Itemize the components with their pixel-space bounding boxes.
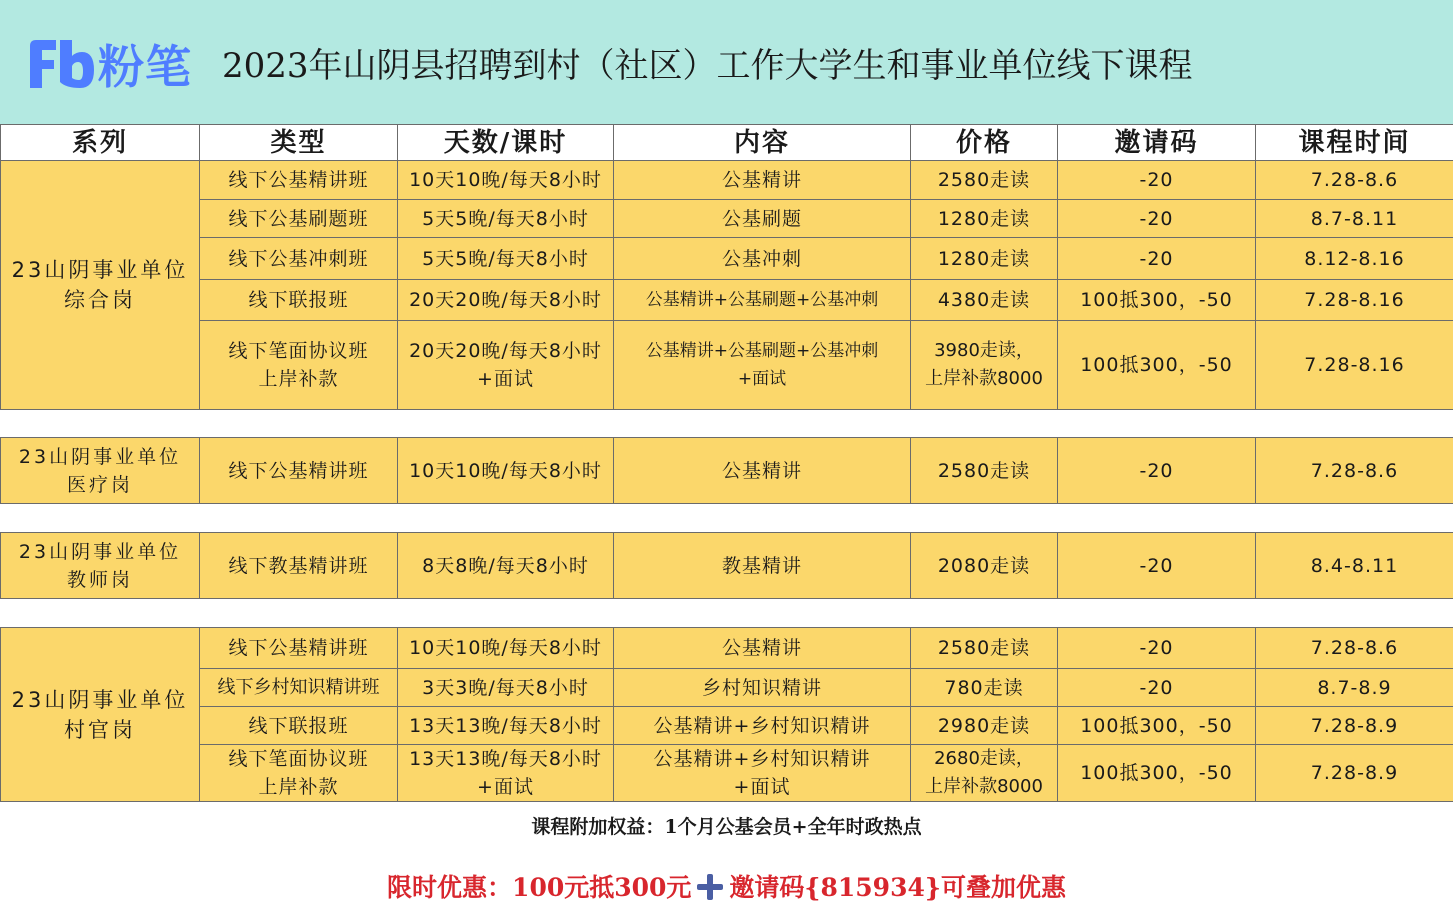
content-cell: 公基刷题 [614,200,911,238]
type-cell: 线下联报班 [200,280,398,321]
col-days: 天数/课时 [398,125,614,162]
code-cell: -20 [1058,628,1256,669]
col-content: 内容 [614,125,911,162]
table-row [1,745,1453,802]
code-cell: -20 [1058,438,1256,504]
price-cell: 2580走读 [911,438,1058,504]
content-cell: 公基精讲 [614,161,911,200]
table-row [1,161,1453,200]
code-cell: -20 [1058,533,1256,599]
page-title: 2023年山阴县招聘到村（社区）工作大学生和事业单位线下课程 [222,46,1193,86]
page-header [0,0,1453,124]
table-row [1,533,1453,599]
column-header-table [0,124,1453,162]
group-table [0,532,1453,599]
col-time: 课程时间 [1256,125,1453,162]
price-cell: 2580走读 [911,161,1058,200]
time-cell: 7.28-8.9 [1256,745,1453,802]
price-cell: 780走读 [911,669,1058,707]
content-cell: 公基精讲 [614,628,911,669]
table-row [1,669,1453,707]
code-cell: -20 [1058,669,1256,707]
fb-logo-icon [26,38,96,90]
benefits-note: 课程附加权益：1个月公基会员+全年时政热点 [531,816,922,838]
time-cell: 7.28-8.6 [1256,628,1453,669]
col-code: 邀请码 [1058,125,1256,162]
code-cell: -20 [1058,238,1256,280]
content-cell: 公基精讲+乡村知识精讲 +面试 [614,745,911,802]
code-cell: 100抵300，-50 [1058,707,1256,745]
group-table [0,160,1453,410]
column-header-row [1,125,1453,162]
type-cell: 线下公基精讲班 [200,438,398,504]
time-cell: 8.7-8.11 [1256,200,1453,238]
time-cell: 7.28-8.9 [1256,707,1453,745]
table-row [1,628,1453,669]
table-row [1,200,1453,238]
promo-discount-text: 限时优惠：100元抵300元 [387,873,692,902]
series-cell: 23山阴事业单位 综合岗 [1,161,200,410]
group-table [0,627,1453,802]
days-cell: 8天8晚/每天8小时 [398,533,614,599]
content-cell: 教基精讲 [614,533,911,599]
price-cell: 2580走读 [911,628,1058,669]
time-cell: 8.12-8.16 [1256,238,1453,280]
code-cell: 100抵300，-50 [1058,321,1256,410]
code-cell: -20 [1058,161,1256,200]
content-cell: 公基精讲 [614,438,911,504]
days-cell: 10天10晚/每天8小时 [398,161,614,200]
code-cell: -20 [1058,200,1256,238]
table-row [1,321,1453,410]
logo-text: 粉笔 [98,40,192,94]
plus-icon [697,874,723,900]
price-cell: 1280走读 [911,200,1058,238]
type-cell: 线下笔面协议班 上岸补款 [200,321,398,410]
days-cell: 13天13晚/每天8小时 [398,707,614,745]
type-cell: 线下公基精讲班 [200,628,398,669]
code-cell: 100抵300，-50 [1058,745,1256,802]
table-row [1,438,1453,504]
time-cell: 7.28-8.6 [1256,161,1453,200]
days-cell: 20天20晚/每天8小时 +面试 [398,321,614,410]
content-cell: 公基精讲+乡村知识精讲 [614,707,911,745]
days-cell: 20天20晚/每天8小时 [398,280,614,321]
col-price: 价格 [911,125,1058,162]
type-cell: 线下教基精讲班 [200,533,398,599]
fenbi-logo [26,36,192,92]
series-cell: 23山阴事业单位 教师岗 [1,533,200,599]
col-type: 类型 [200,125,398,162]
days-cell: 10天10晚/每天8小时 [398,628,614,669]
time-cell: 7.28-8.16 [1256,280,1453,321]
content-cell: 公基冲刺 [614,238,911,280]
price-cell: 2980走读 [911,707,1058,745]
table-row [1,280,1453,321]
days-cell: 10天10晚/每天8小时 [398,438,614,504]
price-cell: 1280走读 [911,238,1058,280]
table-row [1,238,1453,280]
type-cell: 线下笔面协议班 上岸补款 [200,745,398,802]
type-cell: 线下公基冲刺班 [200,238,398,280]
content-cell: 公基精讲+公基刷题+公基冲刺 +面试 [614,321,911,410]
code-cell: 100抵300，-50 [1058,280,1256,321]
promo-banner [0,868,1453,904]
days-cell: 13天13晚/每天8小时 +面试 [398,745,614,802]
series-cell: 23山阴事业单位 医疗岗 [1,438,200,504]
price-cell: 2080走读 [911,533,1058,599]
type-cell: 线下公基精讲班 [200,161,398,200]
type-cell: 线下联报班 [200,707,398,745]
group-table [0,437,1453,504]
content-cell: 乡村知识精讲 [614,669,911,707]
content-cell: 公基精讲+公基刷题+公基冲刺 [614,280,911,321]
days-cell: 5天5晚/每天8小时 [398,238,614,280]
type-cell: 线下公基刷题班 [200,200,398,238]
type-cell: 线下乡村知识精讲班 [200,669,398,707]
days-cell: 3天3晚/每天8小时 [398,669,614,707]
time-cell: 7.28-8.6 [1256,438,1453,504]
col-series: 系列 [1,125,200,162]
time-cell: 8.4-8.11 [1256,533,1453,599]
table-row [1,707,1453,745]
price-cell: 3980走读， 上岸补款8000 [911,321,1058,410]
promo-code-text: 邀请码{815934}可叠加优惠 [729,873,1066,902]
price-cell: 4380走读 [911,280,1058,321]
days-cell: 5天5晚/每天8小时 [398,200,614,238]
price-cell: 2680走读， 上岸补款8000 [911,745,1058,802]
series-cell: 23山阴事业单位 村官岗 [1,628,200,802]
time-cell: 8.7-8.9 [1256,669,1453,707]
time-cell: 7.28-8.16 [1256,321,1453,410]
